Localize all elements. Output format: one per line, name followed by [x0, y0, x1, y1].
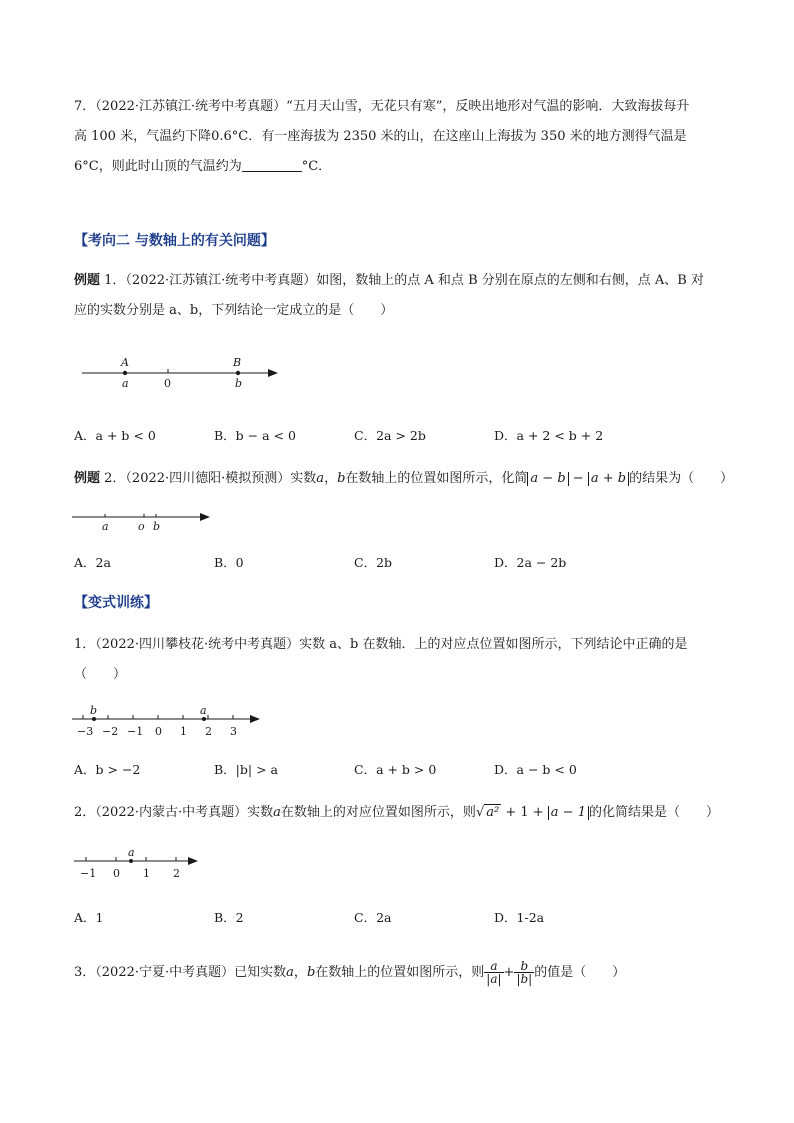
ex2-line-1: 例题 2．（2022·四川德阳·模拟预测）实数a，b在数轴上的位置如图所示，化简 a − b − a + b 的结果为（ ）: [74, 471, 734, 486]
tick-label: 0: [113, 867, 120, 880]
p1-number-line: [72, 702, 267, 740]
point-b: [92, 717, 96, 721]
q7-line-2: 高 100 米，气温约下降0.6°C．有一座海拔为 2350 米的山，在这座山上海拔为 350 米的地方测得气温是: [74, 129, 687, 144]
label-0: 0: [164, 377, 171, 390]
label-b: b: [90, 704, 98, 717]
tick-label: 1: [180, 725, 187, 738]
option-d[interactable]: D．1-2a: [494, 910, 545, 925]
option-d[interactable]: D．2a − 2b: [494, 555, 567, 570]
option-c[interactable]: C．2a: [354, 910, 392, 925]
option-b[interactable]: B．|b| > a: [214, 762, 278, 777]
question-7: [74, 92, 716, 182]
point-b: [236, 371, 240, 375]
tick-label: 3: [230, 725, 237, 738]
p3-line-1: 3．（2022·宁夏·中考真题）已知实数a，b在数轴上的位置如图所示，则 $\frac{a}{|a|}$ + $\frac{b}{|b|}$ 的值是（ ）: [74, 959, 626, 986]
option-a[interactable]: A．1: [74, 910, 104, 925]
tick-label: 1: [143, 867, 150, 880]
option-c[interactable]: C．a + b > 0: [354, 762, 437, 777]
option-b[interactable]: B．2: [214, 910, 244, 925]
tick-label: 0: [155, 725, 162, 738]
axis-arrow: [268, 369, 278, 377]
practice-1: [74, 630, 716, 690]
point-a: [129, 859, 133, 863]
ex1-number-line: [80, 352, 290, 392]
tick-label: −2: [102, 725, 119, 738]
abs-expr-1: a − b: [527, 472, 568, 486]
label-B: B: [233, 356, 242, 369]
label-a: a: [122, 377, 129, 390]
q7-line-1: 7．（2022·江苏镇江·统考中考真题）“五月天山雪，无花只有寒”，反映出地形对气温的影响．大致海拔每升: [74, 99, 690, 114]
axis-arrow: [188, 857, 198, 865]
label-b: b: [235, 377, 243, 390]
fraction-b: $\frac{b}{|b|}$: [516, 959, 533, 986]
option-a[interactable]: A．a + b < 0: [74, 428, 156, 443]
option-c[interactable]: C．2b: [354, 555, 393, 570]
point-a: [202, 717, 206, 721]
answer-blank[interactable]: [242, 157, 302, 172]
tick-group: [77, 715, 237, 738]
label-A: A: [121, 356, 129, 369]
option-d[interactable]: D．a + 2 < b + 2: [494, 428, 604, 443]
fraction-a: $\frac{a}{|a|}$: [486, 959, 502, 986]
ex1-options: [74, 426, 634, 444]
ex1-line-2: 应的实数分别是 a、b，下列结论一定成立的是（ ）: [74, 303, 394, 318]
abs-expr-2: a + b: [588, 472, 629, 486]
q7-line-3: 6°C，则此时山顶的气温约为 °C．: [74, 159, 332, 174]
ex1-line-1: 例题 1．（2022·江苏镇江·统考中考真题）如图，数轴上的点 A 和点 B 分别在原点的左侧和右侧，点 A、B 对: [74, 273, 704, 288]
tick-label: 2: [173, 867, 180, 880]
practice-3: [74, 958, 734, 988]
tick-label: −3: [77, 725, 94, 738]
p2-options: [74, 908, 634, 926]
axis-arrow: [200, 513, 210, 521]
option-d[interactable]: D．a − b < 0: [494, 762, 577, 777]
section-heading: 【考向二 与数轴上的有关问题】: [74, 233, 275, 249]
ex2-options: [74, 553, 634, 571]
option-b[interactable]: B．b − a < 0: [214, 428, 296, 443]
label-a: a: [128, 846, 135, 859]
ex2-number-line: [72, 508, 217, 536]
p2-line-1: 2．（2022·内蒙古·中考真题）实数a在数轴上的对应位置如图所示，则√ a² + 1 + a − 1 的化简结果是（ ）: [74, 805, 719, 820]
sqrt-expr: √ a²: [475, 805, 500, 820]
tick-label: −1: [80, 867, 97, 880]
variant-heading: 【变式训练】: [74, 595, 158, 611]
p1-line-2: （ ）: [74, 667, 127, 682]
example-1: [74, 266, 716, 326]
label-a: a: [102, 520, 109, 533]
option-c[interactable]: C．2a > 2b: [354, 428, 426, 443]
p1-line-1: 1．（2022·四川攀枝花·统考中考真题）实数 a、b 在数轴．上的对应点位置如图所示，下列结论中正确的是: [74, 637, 688, 652]
p2-number-line: [74, 846, 209, 882]
point-a: [123, 371, 127, 375]
practice-2: [74, 798, 734, 828]
option-a[interactable]: A．2a: [74, 555, 111, 570]
abs-expr: a − 1: [548, 806, 589, 820]
example-2: [74, 464, 734, 494]
p1-options: [74, 760, 634, 778]
option-b[interactable]: B．0: [214, 555, 244, 570]
label-a: a: [200, 704, 207, 717]
option-a[interactable]: A．b > −2: [74, 762, 141, 777]
tick-label: −1: [127, 725, 144, 738]
label-b: b: [153, 520, 161, 533]
label-o: o: [138, 520, 145, 533]
tick-label: 2: [205, 725, 212, 738]
axis-arrow: [250, 715, 260, 723]
